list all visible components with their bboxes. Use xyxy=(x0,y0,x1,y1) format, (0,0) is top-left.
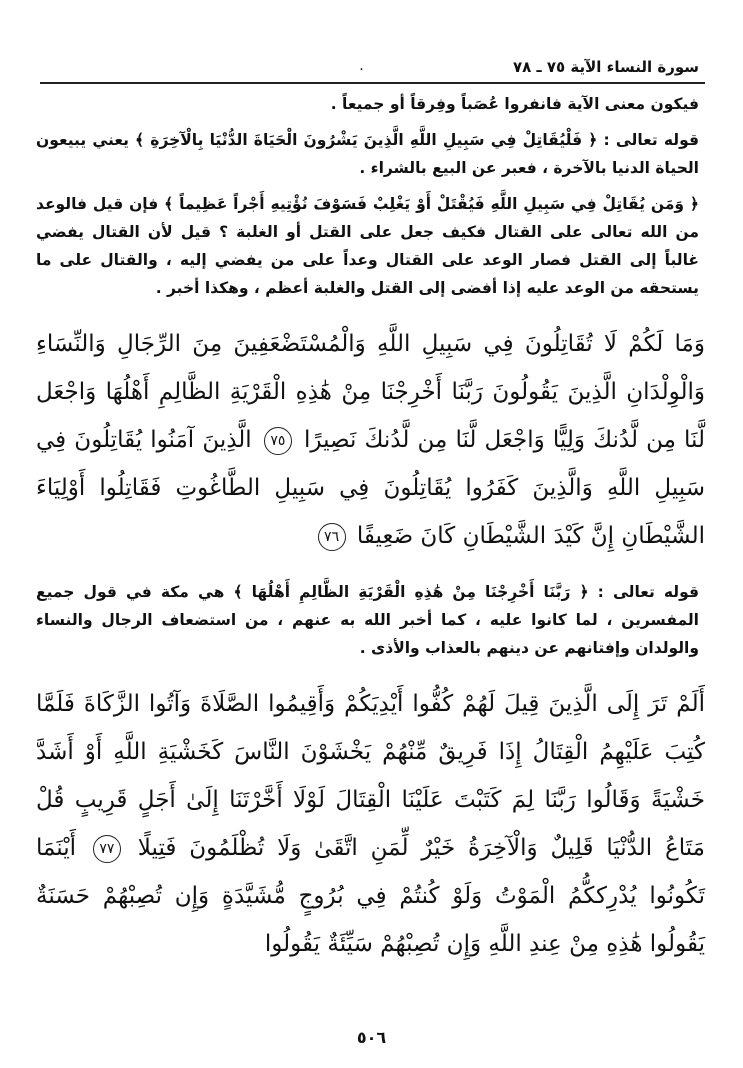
ayah-number-77: ٧٧ xyxy=(93,835,121,863)
paragraph-3: ﴿ وَمَن يُقَاتِلْ فِي سَبِيلِ اللَّهِ فَيُقْتَلْ أَوْ يَغْلِبْ فَسَوْفَ نُؤْتِيهِ أَجْراً عَظِيماً ﴾ فإن قيل فالوعد من الله تعالى على القتال فكيف جعل على القتل أو الغلبة ؟ قيل لأن القتال يفضي غالباً إلى القتل فصار الوعد على القتال وعداً على من يفضي إليه ، والقتال على ما يستحقه من الوعد عليه إذا أفضى إلى القتل والغلبة أعظم ، وهكذا أخبر . xyxy=(36,195,699,297)
paragraph-2: قوله تعالى : ﴿ فَلْيُقَاتِلْ فِي سَبِيلِ اللَّهِ الَّذِينَ يَشْرُونَ الْحَيَاةَ الدُّنْيَا بِالْآخِرَةِ ﴾ يعني يبيعون الحياة الدنيا بالآخرة ، فعبر عن البيع بالشراء . xyxy=(36,131,699,177)
chapter-title: سورة النساء الآية ٧٥ ـ ٧٨ xyxy=(512,58,699,76)
running-header xyxy=(40,52,705,84)
quran-verse-77: أَلَمْ تَرَ إِلَى الَّذِينَ قِيلَ لَهُمْ كُفُّوا أَيْدِيَكُمْ وَأَقِيمُوا الصَّلَاةَ وَآتُوا الزَّكَاةَ فَلَمَّا كُتِبَ عَلَيْهِمُ الْقِتَالُ إِذَا فَرِيقٌ مِّنْهُمْ يَخْشَوْنَ النَّاسَ كَخَشْيَةِ اللَّهِ أَوْ أَشَدَّ خَشْيَةً وَقَالُوا رَبَّنَا لِمَ كَتَبْتَ عَلَيْنَا الْقِتَالَ لَوْلَا أَخَّرْتَنَا إِلَىٰ أَجَلٍ قَرِيبٍ قُلْ مَتَاعُ الدُّنْيَا قَلِيلٌ وَالْآخِرَةُ خَيْرٌ لِّمَنِ اتَّقَىٰ وَلَا تُظْلَمُونَ فَتِيلًا xyxy=(36,691,706,861)
ayah-number-76: ٧٦ xyxy=(318,523,346,551)
page-number: ٥٠٦ xyxy=(356,1028,387,1047)
quran-verse-78: أَيْنَمَا تَكُونُوا يُدْرِككُّمُ الْمَوْتُ وَلَوْ كُنتُمْ فِي بُرُوجٍ مُّشَيَّدَةٍ وَإِن تُصِبْهُمْ حَسَنَةٌ يَقُولُوا هَٰذِهِ مِنْ عِندِ اللَّهِ وَإِن تُصِبْهُمْ سَيِّئَةٌ يَقُولُوا xyxy=(36,835,705,957)
page-content xyxy=(36,90,705,968)
quran-block-2 xyxy=(36,680,705,968)
quran-verse-76: الَّذِينَ آمَنُوا يُقَاتِلُونَ فِي سَبِيلِ اللَّهِ وَالَّذِينَ كَفَرُوا يُقَاتِلُونَ فِي سَبِيلِ الطَّاغُوتِ فَقَاتِلُوا أَوْلِيَاءَ الشَّيْطَانِ إِنَّ كَيْدَ الشَّيْطَانِ كَانَ ضَعِيفًا xyxy=(36,427,705,549)
quran-block-1 xyxy=(36,320,705,560)
ayah-number-75: ٧٥ xyxy=(264,427,292,455)
header-dot: . xyxy=(359,58,364,74)
paragraph-4: قوله تعالى : ﴿ رَبَّنَا أَخْرِجْنَا مِنْ هَٰذِهِ الْقَرْيَةِ الظَّالِمِ أَهْلُهَا ﴾ هي مكة في قول جميع المفسرين ، لما كانوا عليه ، كما أخبر الله به عنهم ، من استضعاف الرجال والنساء والولدان وإفتانهم عن دينهم بالعذاب والأذى . xyxy=(36,583,699,657)
quran-verse-75: وَمَا لَكُمْ لَا تُقَاتِلُونَ فِي سَبِيلِ اللَّهِ وَالْمُسْتَضْعَفِينَ مِنَ الرِّجَالِ وَالنِّسَاءِ وَالْوِلْدَانِ الَّذِينَ يَقُولُونَ رَبَّنَا أَخْرِجْنَا مِنْ هَٰذِهِ الْقَرْيَةِ الظَّالِمِ أَهْلُهَا وَاجْعَل لَّنَا مِن لَّدُنكَ وَلِيًّا وَاجْعَل لَّنَا مِن لَّدُنكَ نَصِيرًا xyxy=(36,331,706,453)
paragraph-1: فيكون معنى الآية فانفروا عُصَباً وفِرقاً أو جميعاً . xyxy=(330,95,699,113)
